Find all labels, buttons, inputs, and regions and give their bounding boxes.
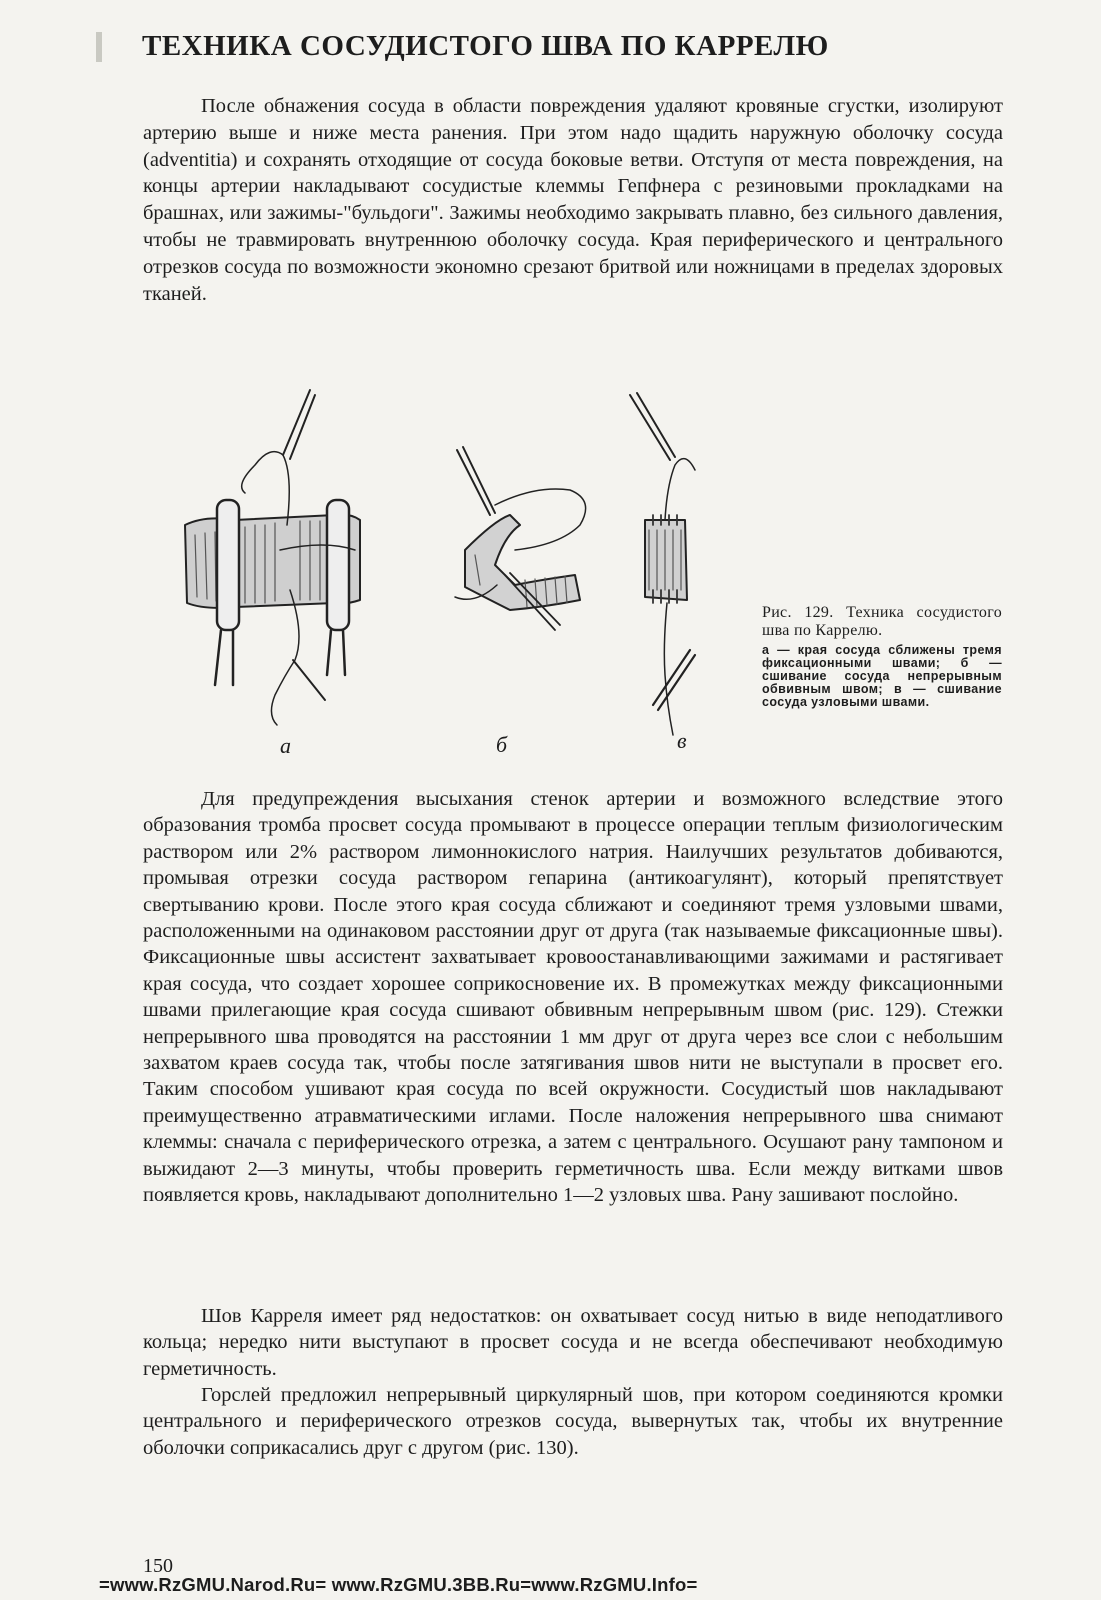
figure-129 xyxy=(175,375,755,765)
paragraph-3: Шов Карреля имеет ряд недостатков: он охватывает сосуд нитью в виде неподатливого кольца; нередко нити выступают в просвет сосуда и не всегда обеспечивают необходимую герметичность. xyxy=(143,1305,1003,1380)
vascular-suture-illustration xyxy=(175,375,755,765)
figure-caption xyxy=(762,604,1002,709)
footer-watermark: =www.RzGMU.Narod.Ru= www.RzGMU.3BB.Ru=www.RzGMU.Info= xyxy=(99,1574,698,1595)
section-heading: ТЕХНИКА СОСУДИСТОГО ШВА ПО КАРРЕЛЮ xyxy=(142,30,829,62)
paragraph-1: После обнажения сосуда в области повреждения удаляют кровяные сгустки, изолируют артерию выше и ниже места ранения. При этом надо щадить наружную оболочку сосуда (adventitia) и сохранять отходящие от сосуда боковые ветви. Отступя от места повреждения, на концы артерии накладывают сосудистые клеммы Гепфнера с резиновыми прокладками на брашнах, или зажимы-"бульдоги". Зажимы необходимо закрывать плавно, без сильного давления, чтобы не травмировать внутреннюю оболочку сосуда. Края периферического и центрального отрезков сосуда по возможности экономно срезают бритвой или ножницами в пределах здоровых тканей. xyxy=(143,95,1003,305)
panel-a-drawing xyxy=(185,390,360,725)
figure-label-a: а xyxy=(280,733,291,758)
page-number: 150 xyxy=(143,1555,173,1577)
panel-b-drawing xyxy=(455,447,586,630)
caption-title: Рис. 129. Техника сосудистого шва по Каррелю. xyxy=(762,604,1002,639)
figure-label-c: в xyxy=(677,728,687,753)
scan-margin-mark xyxy=(96,32,102,62)
paragraph-4: Горслей предложил непрерывный циркулярный шов, при котором соединяются кромки центрального и периферического отрезков сосуда, вывернутых так, чтобы их внутренние оболочки соприкасались друг с другом (рис. 130). xyxy=(143,1384,1003,1459)
figure-label-b: б xyxy=(496,732,508,757)
paragraph-2: Для предупреждения высыхания стенок артерии и возможного вследствие этого образования тромба просвет сосуда промывают в процессе операции теплым физиологическим раствором или 2% раствором лимоннокислого натрия. Наилучших результатов добиваются, промывая отрезки сосуда раствором гепарина (антикоагулянт), который препятствует свертыванию крови. После этого края сосуда сближают и соединяют тремя узловыми швами, расположенными на одинаковом расстоянии друг от друга (так называемые фиксационные швы). Фиксационные швы ассистент захватывает кровоостанавливающими зажимами и растягивает края сосуда, что создает хорошее соприкосновение их. В промежутках между фиксационными швами прилегающие края сосуда сшивают обвивным непрерывным швом (рис. 129). Стежки непрерывного шва проводятся на расстоянии 1 мм друг от друга через все слои с небольшим захватом краев сосуда так, чтобы после затягивания швов нити не выступали в просвет его. Таким способом ушивают края сосуда по всей окружности. Сосудистый шов накладывают преимущественно атравматическими иглами. После наложения непрерывного шва снимают клеммы: сначала с периферического отрезка, а затем с центрального. Осушают рану тампоном и выжидают 2—3 минуты, чтобы проверить герметичность шва. Если между витками швов появляется кровь, накладывают дополнительно 1—2 узловых шва. Рану зашивают послойно. xyxy=(143,788,1003,1207)
caption-body: а — края сосуда сближены тремя фиксационными швами; б — сшивание сосуда непрерывным обвивным швом; в — сшивание сосуда узловыми швами. xyxy=(762,643,1002,709)
panel-c-drawing xyxy=(630,393,695,735)
